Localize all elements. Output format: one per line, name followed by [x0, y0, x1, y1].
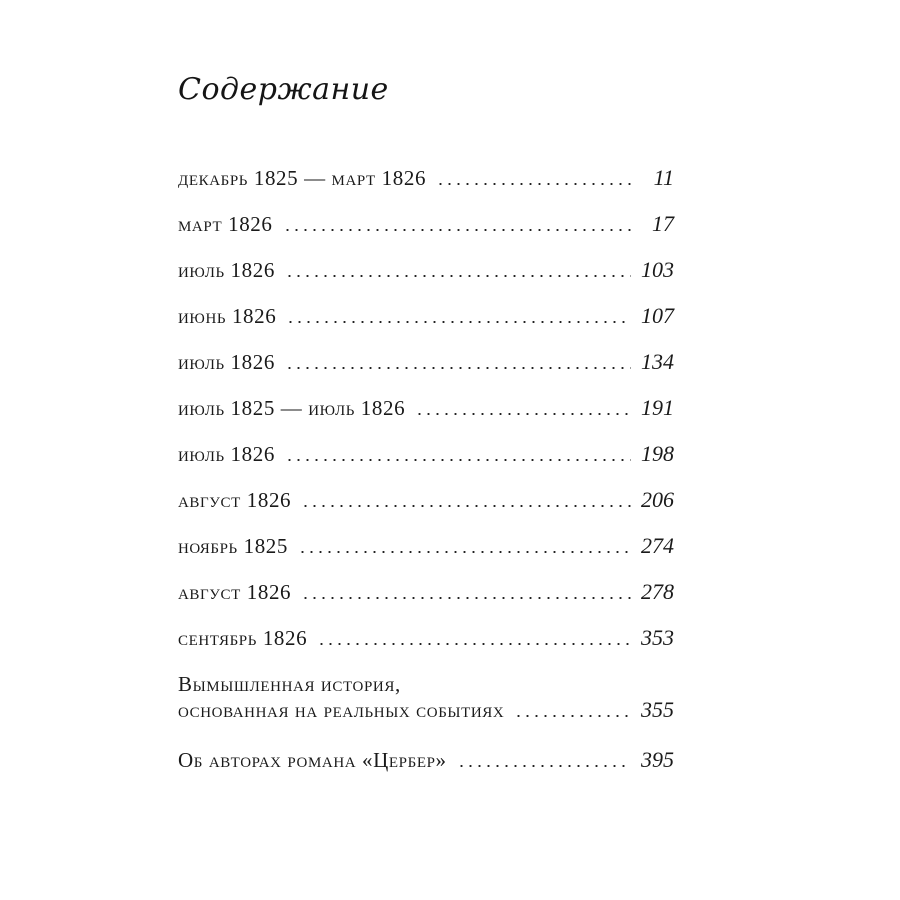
toc-entry[interactable] [178, 237, 674, 283]
toc-page-number: 103 [641, 257, 674, 282]
toc-page-number: 191 [641, 395, 674, 420]
toc-page-number: 11 [653, 165, 674, 190]
dot-leader [415, 413, 631, 415]
toc-entry-title-line2: основанная на реальных событиях [178, 698, 505, 722]
toc-entry-title: июнь 1826 [178, 304, 277, 328]
toc-entry[interactable] [178, 559, 674, 605]
toc-entry-title: декабрь 1825 — март 1826 [178, 166, 427, 190]
toc-entry-title: сентябрь 1826 [178, 626, 308, 650]
toc-entry-title: июль 1826 [178, 258, 275, 282]
dot-leader [298, 551, 631, 553]
toc-entry[interactable] [178, 283, 674, 329]
dot-leader [457, 765, 631, 767]
toc-entry-title: август 1826 [178, 580, 292, 604]
toc-page-number: 17 [652, 211, 674, 236]
toc-page-number: 198 [641, 441, 674, 466]
dot-leader [514, 715, 631, 717]
toc-entry[interactable] [178, 375, 674, 421]
toc-page-number: 353 [641, 625, 674, 650]
toc-entry-title: июль 1826 [178, 350, 275, 374]
toc-entry-afterword[interactable] [178, 651, 674, 723]
dot-leader [286, 321, 631, 323]
toc-entry[interactable] [178, 605, 674, 651]
page-title: Содержание [178, 72, 389, 107]
toc-entry-title-line1: Вымышленная история, [178, 672, 401, 696]
toc-entry-title: июль 1826 [178, 442, 275, 466]
toc-page-number: 395 [641, 747, 674, 772]
dot-leader [283, 229, 634, 231]
toc-entry[interactable] [178, 467, 674, 513]
toc-entry-title: июль 1825 — июль 1826 [178, 396, 406, 420]
toc-page-number: 134 [641, 349, 674, 374]
toc-entry[interactable] [178, 513, 674, 559]
toc-entry-title: август 1826 [178, 488, 292, 512]
dot-leader [285, 367, 631, 369]
toc-page-number: 274 [641, 533, 674, 558]
dot-leader [285, 275, 631, 277]
toc-page-number: 107 [641, 303, 674, 328]
toc-entry-title: март 1826 [178, 212, 273, 236]
toc-entry[interactable] [178, 191, 674, 237]
dot-leader [301, 597, 631, 599]
dot-leader [301, 505, 631, 507]
toc-entry[interactable] [178, 145, 674, 191]
toc-entry[interactable] [178, 421, 674, 467]
dot-leader [317, 643, 631, 645]
dot-leader [285, 459, 631, 461]
toc-page-number: 278 [641, 579, 674, 604]
toc-page-number: 355 [641, 697, 674, 722]
toc-page-number: 206 [641, 487, 674, 512]
toc-entry-about-authors[interactable] [178, 727, 674, 773]
table-of-contents [178, 145, 674, 773]
dot-leader [436, 183, 634, 185]
toc-entry[interactable] [178, 329, 674, 375]
toc-entry-title: Об авторах романа «Цербер» [178, 748, 447, 772]
toc-entry-title: ноябрь 1825 [178, 534, 289, 558]
